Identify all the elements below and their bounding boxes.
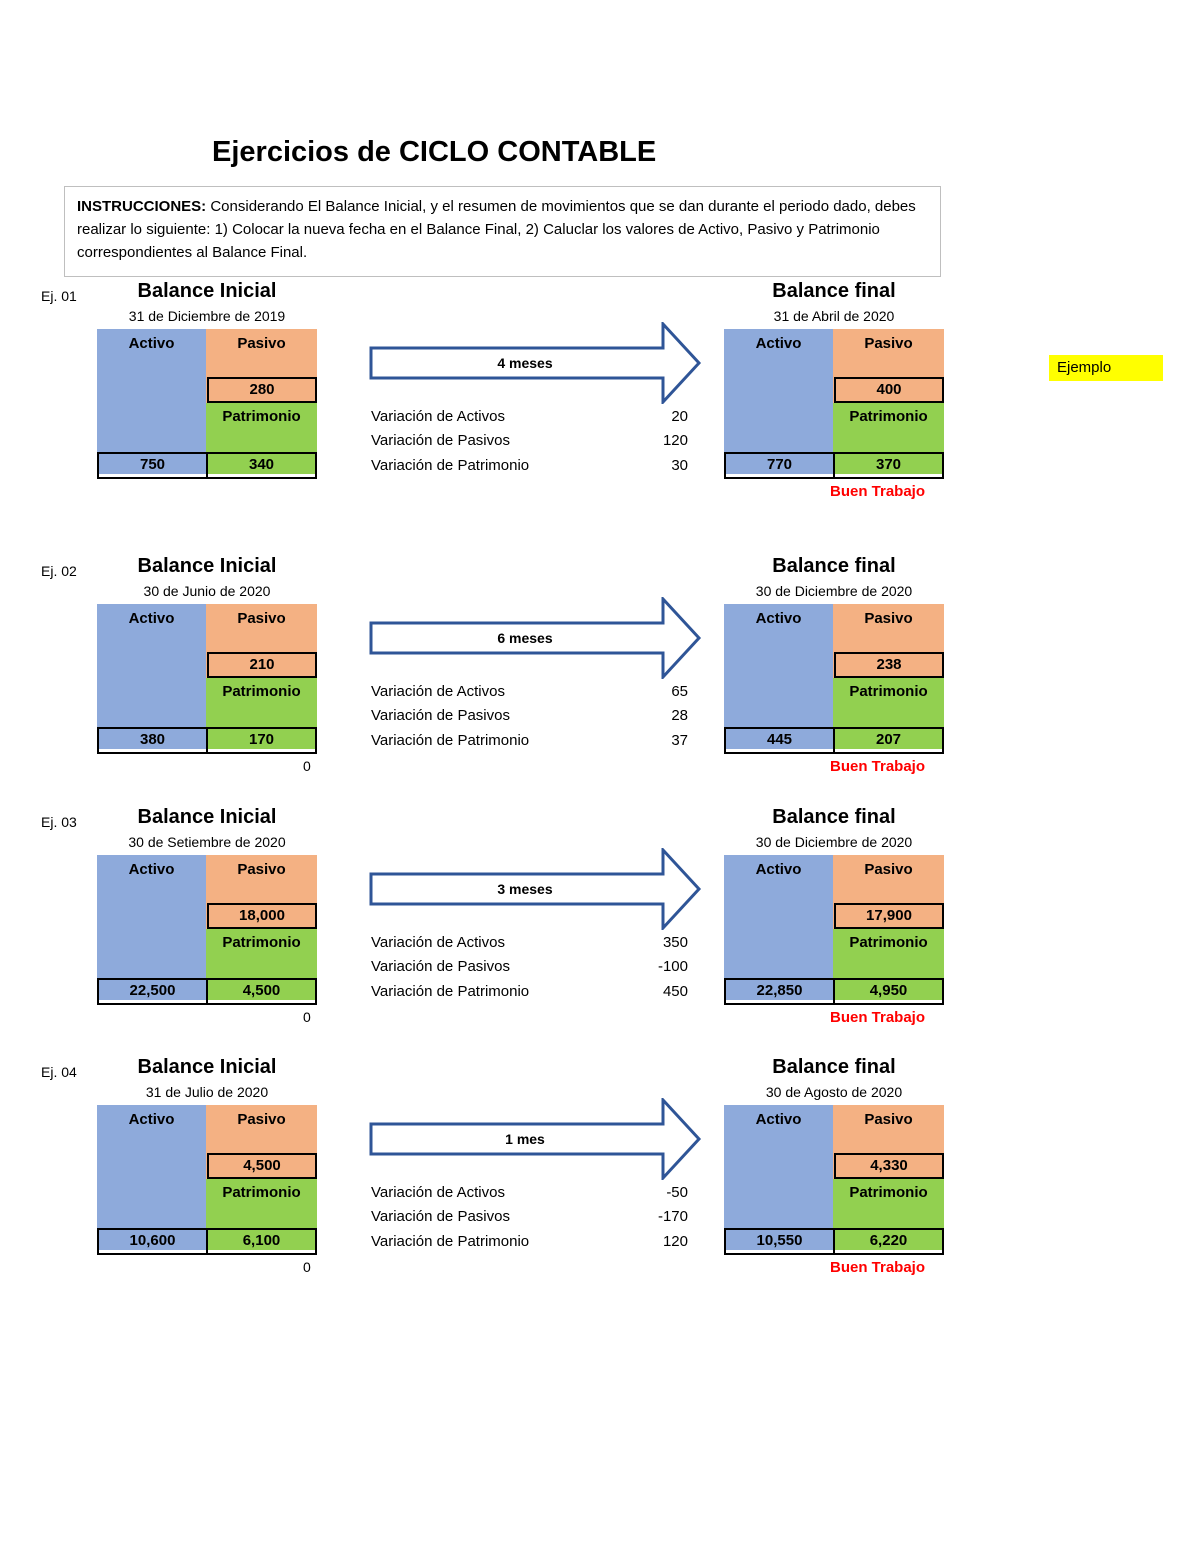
period-label: 4 meses	[497, 355, 553, 371]
exercise-block	[0, 555, 1200, 815]
patrimonio-header: Patrimonio	[222, 683, 301, 700]
pasivo-header: Pasivo	[237, 335, 286, 352]
pasivo-header: Pasivo	[864, 861, 913, 878]
patrimonio-header: Patrimonio	[222, 1184, 301, 1201]
pasivo-patrimonio-total: 4,500	[206, 978, 317, 1005]
initial-balance-title: Balance Inicial	[137, 1056, 277, 1078]
instructions-text: Considerando El Balance Inicial, y el resumen de movimientos que se dan durante el periodo dado, debes realizar lo siguiente: 1) Colocar la nueva fecha en el Balance Final, 2) Caluclar los valores de Activo, Pasivo y Patrimonio correspondientes al Balance Final.	[77, 198, 916, 261]
variation-pasivos-label: Variación de Pasivos	[371, 432, 510, 449]
variation-activos-value: -50	[666, 1184, 688, 1201]
activo-header: Activo	[755, 610, 802, 627]
final-balance-title: Balance final	[772, 806, 896, 828]
activo-total: 22,500	[97, 978, 208, 1005]
activo-header: Activo	[755, 861, 802, 878]
exercise-block	[0, 1056, 1200, 1316]
variation-activos-label: Variación de Activos	[371, 1184, 505, 1201]
variation-activos-value: 350	[662, 934, 688, 951]
pasivo-value: 400	[834, 377, 944, 403]
pasivo-value: 4,330	[834, 1153, 944, 1179]
variation-patrimonio-value: 120	[662, 1233, 688, 1250]
pasivo-header: Pasivo	[237, 610, 286, 627]
activo-total: 10,600	[97, 1228, 208, 1255]
check-value: 0	[303, 1009, 311, 1025]
patrimonio-total: 6,220	[833, 1228, 944, 1255]
activo-header: Activo	[755, 1111, 802, 1128]
pasivo-patrimonio-total: 340	[206, 452, 317, 479]
final-balance-sheet	[724, 1105, 944, 1250]
variation-activos-value: 20	[671, 408, 688, 425]
activo-total: 770	[724, 452, 835, 479]
instructions-lead: INSTRUCCIONES:	[77, 198, 207, 215]
initial-balance-date: 30 de Setiembre de 2020	[128, 834, 286, 850]
final-balance-date: 30 de Diciembre de 2020	[755, 834, 913, 850]
buen-trabajo-label: Buen Trabajo	[830, 758, 926, 775]
final-balance-date: 30 de Agosto de 2020	[765, 1084, 903, 1100]
initial-balance-sheet	[97, 855, 317, 1000]
patrimonio-header: Patrimonio	[222, 408, 301, 425]
initial-balance-title: Balance Inicial	[137, 555, 277, 577]
variation-activos-label: Variación de Activos	[371, 683, 505, 700]
pasivo-patrimonio-total: 170	[206, 727, 317, 754]
period-label: 6 meses	[497, 630, 553, 646]
pasivo-value: 280	[207, 377, 317, 403]
check-value: 0	[303, 1259, 311, 1275]
patrimonio-header: Patrimonio	[849, 683, 928, 700]
pasivo-value: 4,500	[207, 1153, 317, 1179]
check-value: 0	[303, 758, 311, 774]
variation-activos-label: Variación de Activos	[371, 934, 505, 951]
activo-header: Activo	[755, 335, 802, 352]
pasivo-header: Pasivo	[237, 861, 286, 878]
variation-patrimonio-label: Variación de Patrimonio	[371, 1233, 530, 1250]
buen-trabajo-label: Buen Trabajo	[830, 483, 926, 500]
variation-pasivos-label: Variación de Pasivos	[371, 958, 510, 975]
pasivo-patrimonio-total: 6,100	[206, 1228, 317, 1255]
patrimonio-total: 207	[833, 727, 944, 754]
initial-balance-date: 30 de Junio de 2020	[143, 583, 271, 599]
period-label: 3 meses	[497, 881, 553, 897]
patrimonio-header: Patrimonio	[849, 934, 928, 951]
final-balance-sheet	[724, 604, 944, 749]
final-balance-title: Balance final	[772, 1056, 896, 1078]
variation-activos-label: Variación de Activos	[371, 408, 505, 425]
variation-patrimonio-label: Variación de Patrimonio	[371, 732, 530, 749]
activo-total: 750	[97, 452, 208, 479]
activo-header: Activo	[128, 335, 175, 352]
variation-patrimonio-label: Variación de Patrimonio	[371, 983, 530, 1000]
initial-balance-sheet	[97, 604, 317, 749]
variation-pasivos-value: 120	[662, 432, 688, 449]
variation-patrimonio-value: 450	[662, 983, 688, 1000]
pasivo-header: Pasivo	[864, 610, 913, 627]
patrimonio-total: 370	[833, 452, 944, 479]
final-balance-date: 31 de Abril de 2020	[773, 308, 895, 324]
final-balance-sheet	[724, 855, 944, 1000]
instructions-box	[64, 186, 941, 277]
pasivo-header: Pasivo	[864, 1111, 913, 1128]
exercise-label: Ej. 01	[41, 288, 77, 304]
final-balance-sheet	[724, 329, 944, 474]
exercise-block	[0, 806, 1200, 1066]
exercise-label: Ej. 04	[41, 1064, 77, 1080]
buen-trabajo-label: Buen Trabajo	[830, 1259, 926, 1276]
variation-pasivos-value: 28	[671, 707, 688, 724]
variation-patrimonio-value: 37	[671, 732, 688, 749]
activo-header: Activo	[128, 861, 175, 878]
patrimonio-header: Patrimonio	[849, 1184, 928, 1201]
exercise-label: Ej. 03	[41, 814, 77, 830]
pasivo-value: 210	[207, 652, 317, 678]
ejemplo-tag: Ejemplo	[1049, 355, 1163, 381]
final-balance-title: Balance final	[772, 555, 896, 577]
period-label: 1 mes	[505, 1131, 545, 1147]
pasivo-value: 17,900	[834, 903, 944, 929]
initial-balance-date: 31 de Julio de 2020	[145, 1084, 269, 1100]
variation-pasivos-value: -100	[657, 958, 688, 975]
variation-patrimonio-value: 30	[671, 457, 688, 474]
final-balance-date: 30 de Diciembre de 2020	[755, 583, 913, 599]
pasivo-value: 238	[834, 652, 944, 678]
activo-header: Activo	[128, 1111, 175, 1128]
initial-balance-sheet	[97, 1105, 317, 1250]
exercise-label: Ej. 02	[41, 563, 77, 579]
variation-pasivos-label: Variación de Pasivos	[371, 707, 510, 724]
activo-total: 10,550	[724, 1228, 835, 1255]
variation-activos-value: 65	[671, 683, 688, 700]
activo-total: 445	[724, 727, 835, 754]
initial-balance-title: Balance Inicial	[137, 806, 277, 828]
pasivo-value: 18,000	[207, 903, 317, 929]
pasivo-header: Pasivo	[237, 1111, 286, 1128]
pasivo-header: Pasivo	[864, 335, 913, 352]
activo-total: 380	[97, 727, 208, 754]
patrimonio-header: Patrimonio	[849, 408, 928, 425]
buen-trabajo-label: Buen Trabajo	[830, 1009, 926, 1026]
variation-pasivos-value: -170	[657, 1208, 688, 1225]
variation-patrimonio-label: Variación de Patrimonio	[371, 457, 530, 474]
activo-total: 22,850	[724, 978, 835, 1005]
final-balance-title: Balance final	[772, 280, 896, 302]
activo-header: Activo	[128, 610, 175, 627]
page-title: Ejercicios de CICLO CONTABLE	[212, 136, 657, 168]
initial-balance-title: Balance Inicial	[137, 280, 277, 302]
variation-pasivos-label: Variación de Pasivos	[371, 1208, 510, 1225]
initial-balance-sheet	[97, 329, 317, 474]
patrimonio-header: Patrimonio	[222, 934, 301, 951]
exercise-block	[0, 280, 1200, 540]
patrimonio-total: 4,950	[833, 978, 944, 1005]
initial-balance-date: 31 de Diciembre de 2019	[128, 308, 286, 324]
